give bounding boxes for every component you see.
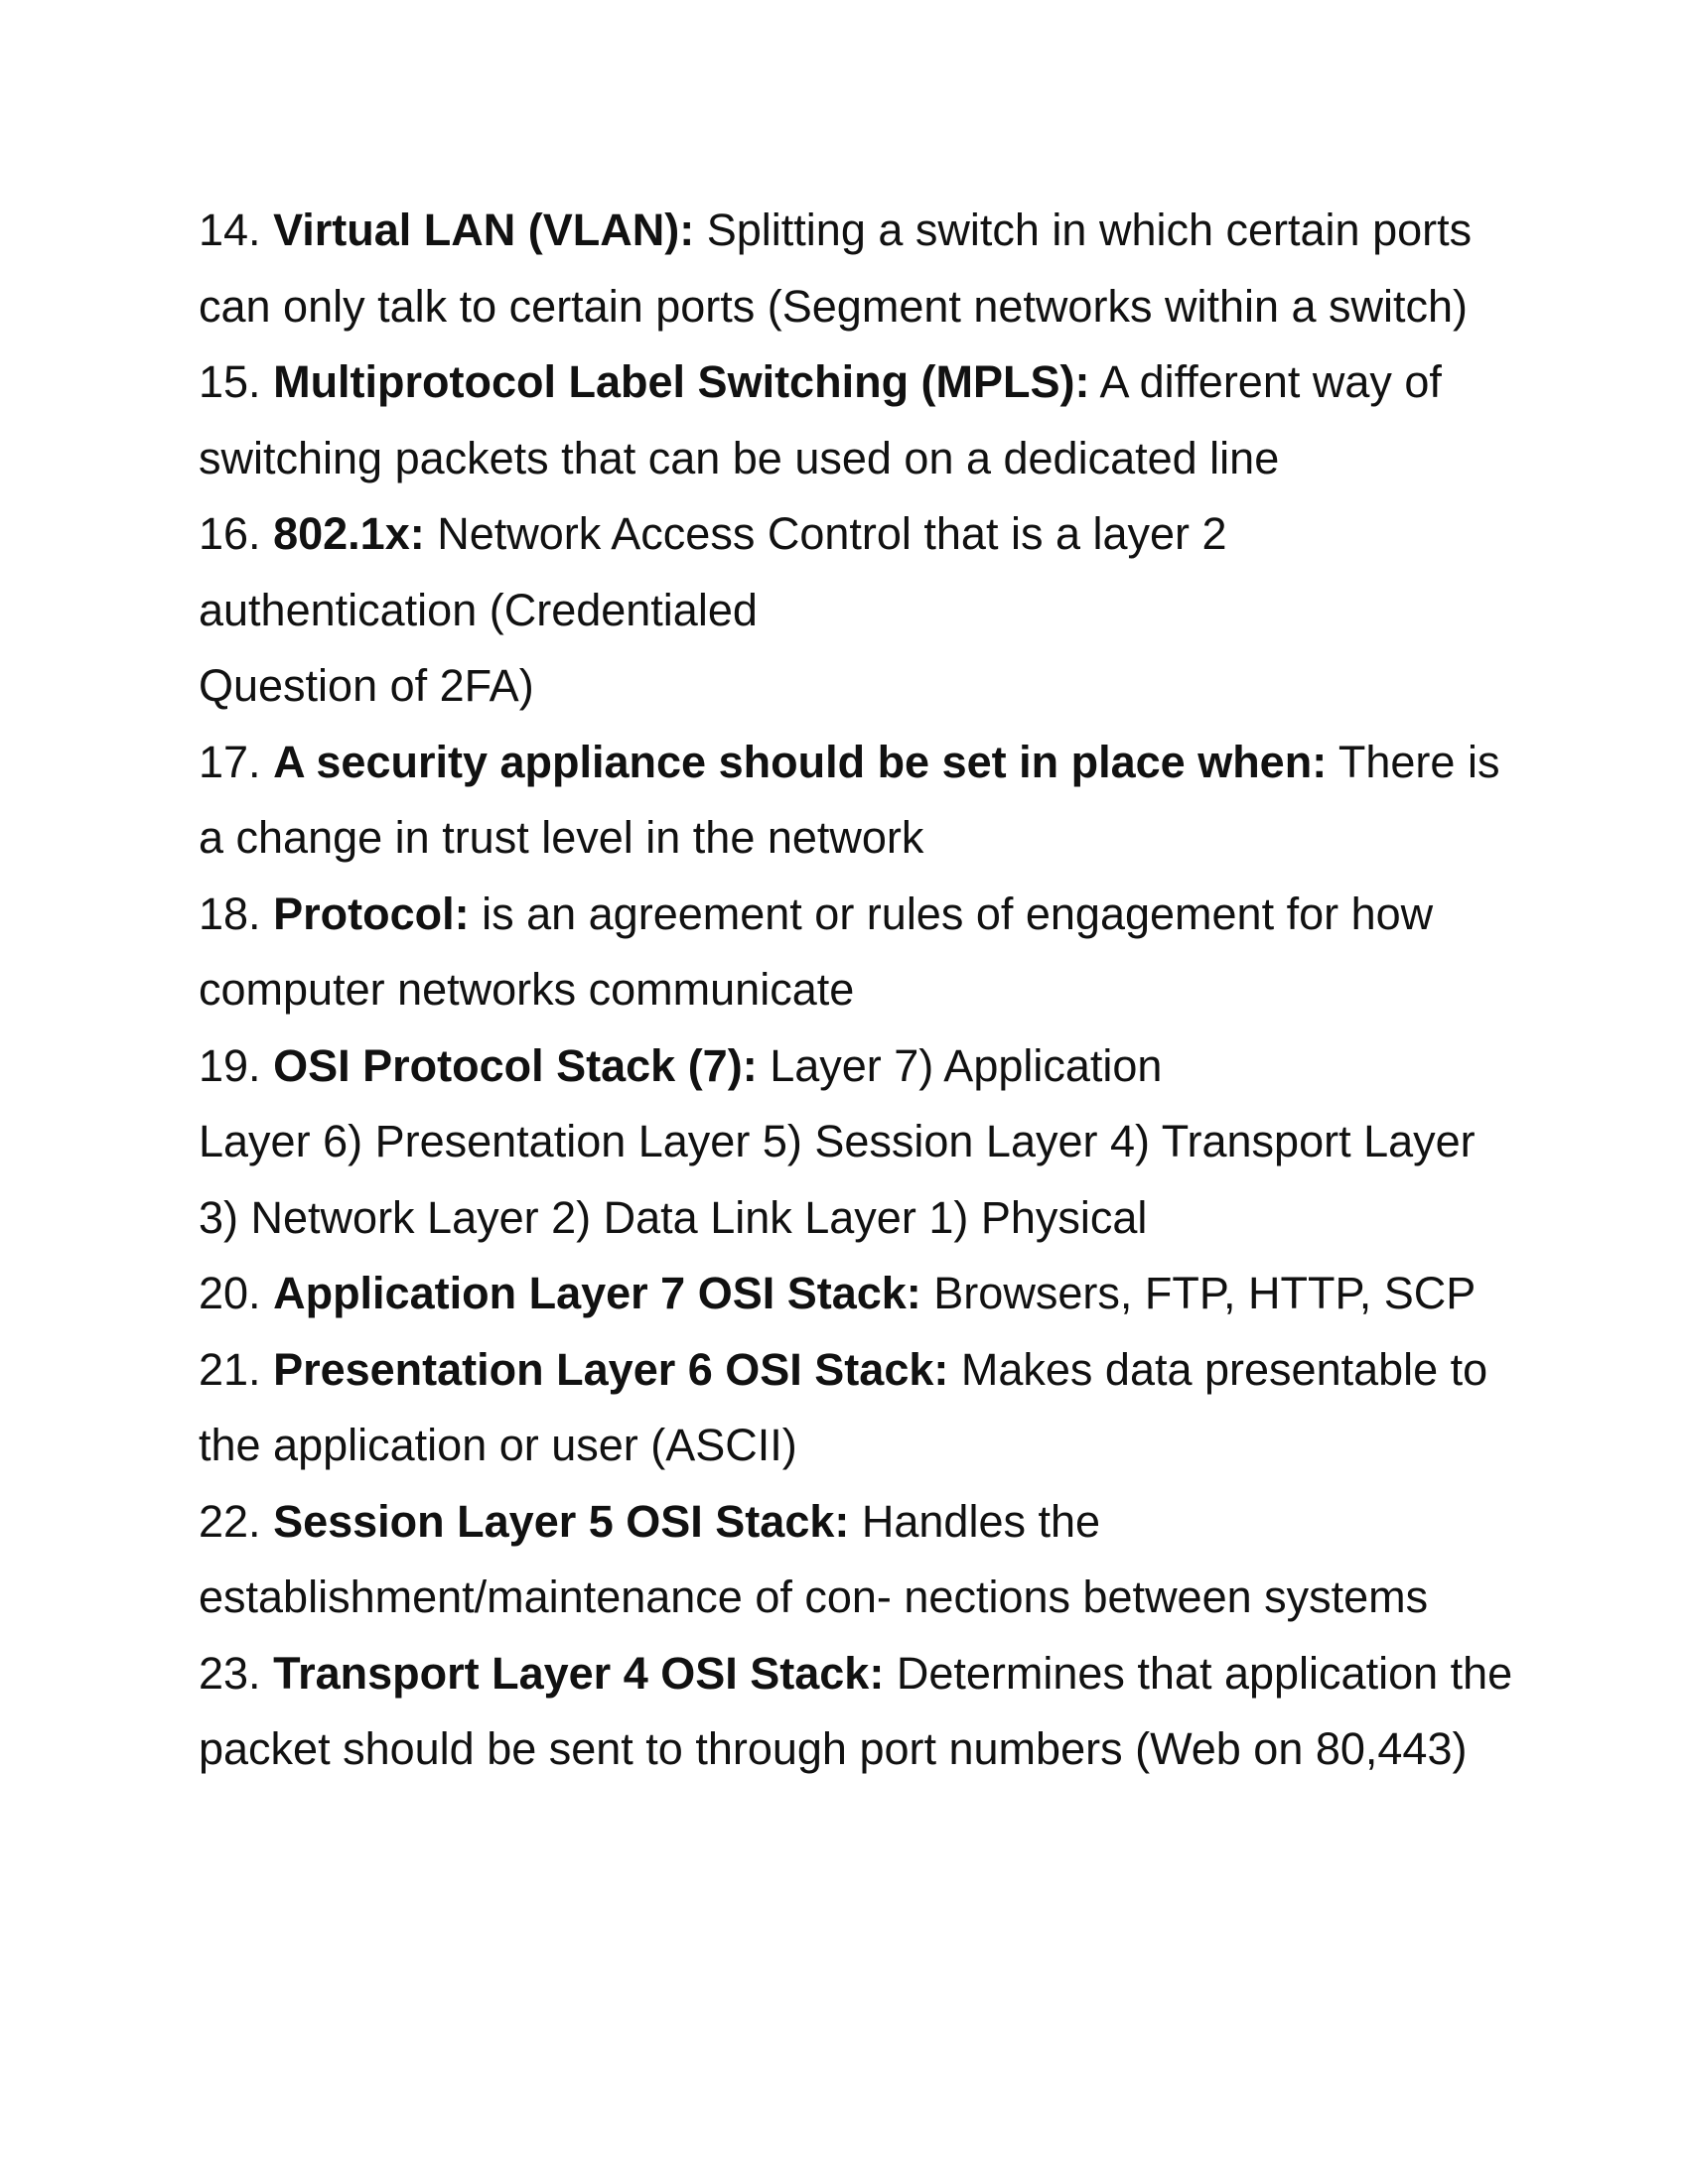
- item-definition: Splitting a switch in which certain ports: [706, 205, 1473, 255]
- item-definition: A different way of: [1099, 356, 1442, 407]
- item-17-line-2: [199, 800, 1509, 877]
- item-number: 21.: [199, 1343, 261, 1395]
- item-number: 15.: [199, 356, 261, 407]
- item-number: 14.: [199, 205, 261, 255]
- item-term: A security appliance should be set in place when:: [273, 736, 1328, 787]
- item-18-line-2: [199, 952, 1509, 1028]
- item-definition: Browsers, FTP, HTTP, SCP: [933, 1268, 1477, 1318]
- item-definition: Layer 7) Application: [770, 1039, 1163, 1091]
- item-definition: Question of 2FA): [199, 660, 534, 711]
- item-definition: packet should be sent to through port numbers (Web on 80,443): [199, 1723, 1468, 1774]
- item-definition: Makes data presentable to: [960, 1343, 1488, 1395]
- item-15-line-1: [199, 344, 1509, 421]
- item-19-line-1: [199, 1028, 1509, 1105]
- item-16-line-3: [199, 648, 1509, 725]
- item-term: Application Layer 7 OSI Stack:: [273, 1268, 921, 1318]
- item-21-line-2: [199, 1408, 1509, 1484]
- item-definition: a change in trust level in the network: [199, 812, 924, 863]
- item-16-line-2: [199, 573, 1509, 649]
- item-definition: Handles the: [861, 1495, 1101, 1547]
- item-definition: is an agreement or rules of engagement for how: [482, 887, 1434, 939]
- item-term: Protocol:: [273, 887, 470, 939]
- item-number: 22.: [199, 1495, 261, 1547]
- item-22-line-1: [199, 1484, 1509, 1561]
- item-definition: There is: [1337, 736, 1500, 787]
- item-number: 23.: [199, 1647, 261, 1699]
- item-number: 19.: [199, 1039, 261, 1091]
- item-23-line-2: [199, 1711, 1509, 1788]
- item-definition: the application or user (ASCII): [199, 1420, 797, 1470]
- item-term: 802.1x:: [273, 508, 425, 559]
- item-term: Multiprotocol Label Switching (MPLS):: [273, 356, 1090, 407]
- item-19-line-2: [199, 1104, 1509, 1180]
- item-14-line-2: [199, 269, 1509, 345]
- item-16-line-1: [199, 496, 1509, 573]
- item-15-line-2: [199, 421, 1509, 497]
- item-number: 16.: [199, 508, 261, 559]
- item-22-line-2: [199, 1560, 1509, 1636]
- item-definition: can only talk to certain ports (Segment networks within a switch): [199, 280, 1469, 332]
- item-20-line-1: [199, 1256, 1509, 1332]
- item-number: 17.: [199, 736, 261, 787]
- item-definition: establishment/maintenance of con- nections between systems: [199, 1571, 1429, 1622]
- item-definition: authentication (Credentialed: [199, 584, 758, 635]
- item-number: 18.: [199, 887, 261, 939]
- item-definition: Network Access Control that is a layer 2: [437, 508, 1227, 559]
- item-definition: computer networks communicate: [199, 964, 855, 1015]
- item-number: 20.: [199, 1268, 261, 1318]
- item-term: Presentation Layer 6 OSI Stack:: [273, 1343, 949, 1395]
- item-18-line-1: [199, 877, 1509, 953]
- item-definition: Determines that application the: [896, 1647, 1513, 1699]
- item-23-line-1: [199, 1636, 1513, 1712]
- item-17-line-1: [199, 725, 1509, 801]
- definition-list: [199, 193, 1513, 1788]
- item-21-line-1: [199, 1332, 1509, 1409]
- item-term: Transport Layer 4 OSI Stack:: [273, 1647, 885, 1699]
- item-definition: Layer 6) Presentation Layer 5) Session Layer 4) Transport Layer: [199, 1116, 1476, 1166]
- item-term: Virtual LAN (VLAN):: [273, 205, 695, 255]
- item-14-line-1: [199, 193, 1509, 269]
- item-definition: switching packets that can be used on a dedicated line: [199, 432, 1280, 483]
- item-term: OSI Protocol Stack (7):: [273, 1039, 758, 1091]
- item-definition: 3) Network Layer 2) Data Link Layer 1) Physical: [199, 1191, 1148, 1243]
- item-19-line-3: [199, 1180, 1509, 1257]
- item-term: Session Layer 5 OSI Stack:: [273, 1495, 850, 1547]
